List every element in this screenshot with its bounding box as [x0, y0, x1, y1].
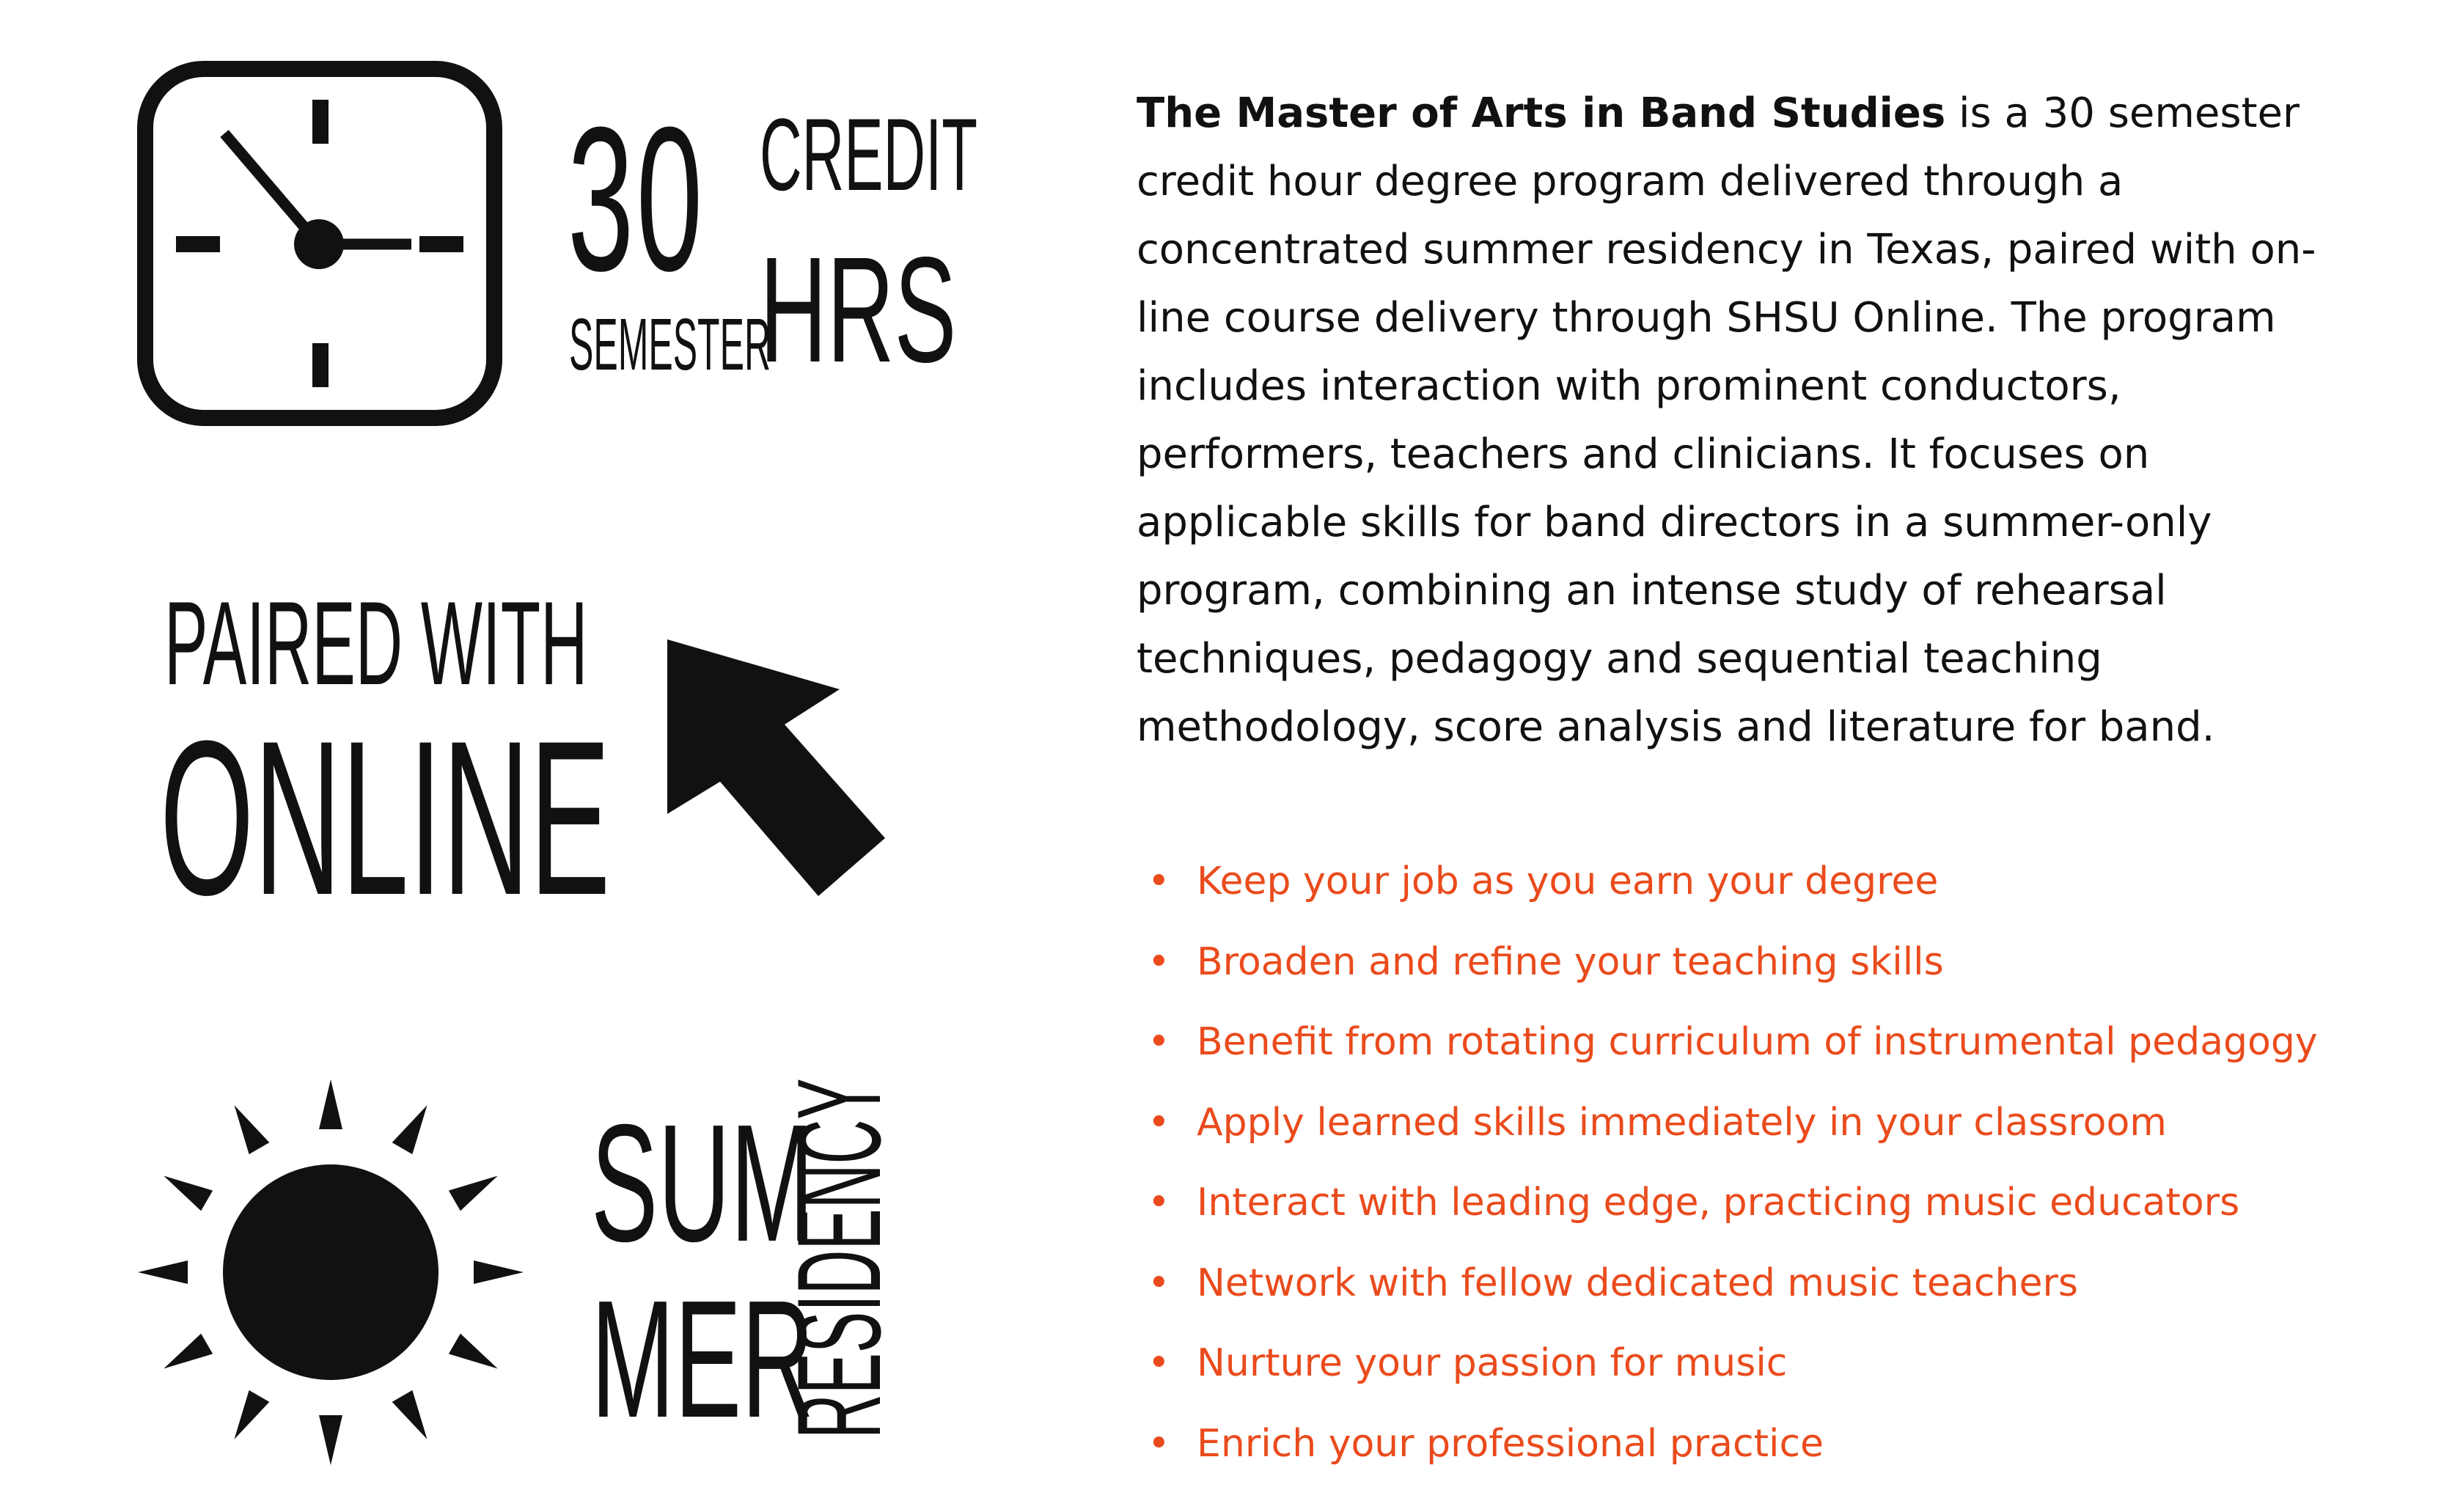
benefits-list [1148, 842, 2394, 1484]
list-item [1148, 1404, 2394, 1485]
bullet-icon: • [1148, 939, 1170, 984]
program-description [1137, 79, 2324, 761]
benefit-text: Enrich your professional practice [1197, 1421, 1824, 1466]
arrow-up-left-icon [660, 632, 902, 903]
list-item [1148, 1324, 2394, 1404]
benefit-text: Benefit from rotating curriculum of instrumental pedagogy [1197, 1020, 2318, 1064]
list-item [1148, 842, 2394, 922]
bullet-icon: • [1148, 1260, 1170, 1305]
list-item [1148, 922, 2394, 1003]
hrs-word: HRS [760, 226, 957, 394]
bullet-icon: • [1148, 1421, 1170, 1466]
credit-word: CREDIT [760, 97, 978, 212]
bullet-icon: • [1148, 1100, 1170, 1145]
program-description-text: is a 30 semester credit hour degree program delivered through a concentrated summer residency in Texas, paired with on-line course delivery through SHSU Online. The program includes interaction with prominent conductors, performers, teachers and clinicians. It focuses on applicable skills for band directors in a summer-only program, combining an intense study of rehearsal techniques, pedagogy and sequential teaching methodology, score analysis and literature for band. [1137, 89, 2316, 751]
credit-hours-number: 30 [568, 85, 705, 314]
semester-word: SEMESTER [569, 304, 771, 386]
benefit-text: Interact with leading edge, practicing music educators [1197, 1181, 2240, 1225]
list-item [1148, 1083, 2394, 1164]
clock-icon [136, 60, 503, 427]
benefit-text: Nurture your passion for music [1197, 1341, 1788, 1385]
residency-vertical-label: RESIDENCY [773, 1078, 906, 1439]
bullet-icon: • [1148, 859, 1170, 903]
list-item [1148, 1002, 2394, 1083]
list-item [1148, 1244, 2394, 1324]
benefit-text: Network with fellow dedicated music teachers [1197, 1260, 2078, 1305]
program-name: The Master of Arts in Band Studies [1137, 89, 1946, 137]
bullet-icon: • [1148, 1181, 1170, 1225]
sun-icon [136, 1078, 525, 1467]
online-label: ONLINE [160, 694, 611, 941]
benefit-text: Apply learned skills immediately in your classroom [1197, 1100, 2167, 1145]
summer-mer-label: MER [591, 1266, 814, 1453]
benefit-text: Broaden and refine your teaching skills [1197, 939, 1944, 984]
benefit-text: Keep your job as you earn your degree [1197, 859, 1939, 903]
bullet-icon: • [1148, 1341, 1170, 1385]
paired-with-label: PAIRED WITH [164, 577, 588, 710]
summer-sum-label: SUM [591, 1090, 814, 1277]
bullet-icon: • [1148, 1020, 1170, 1064]
list-item [1148, 1163, 2394, 1244]
